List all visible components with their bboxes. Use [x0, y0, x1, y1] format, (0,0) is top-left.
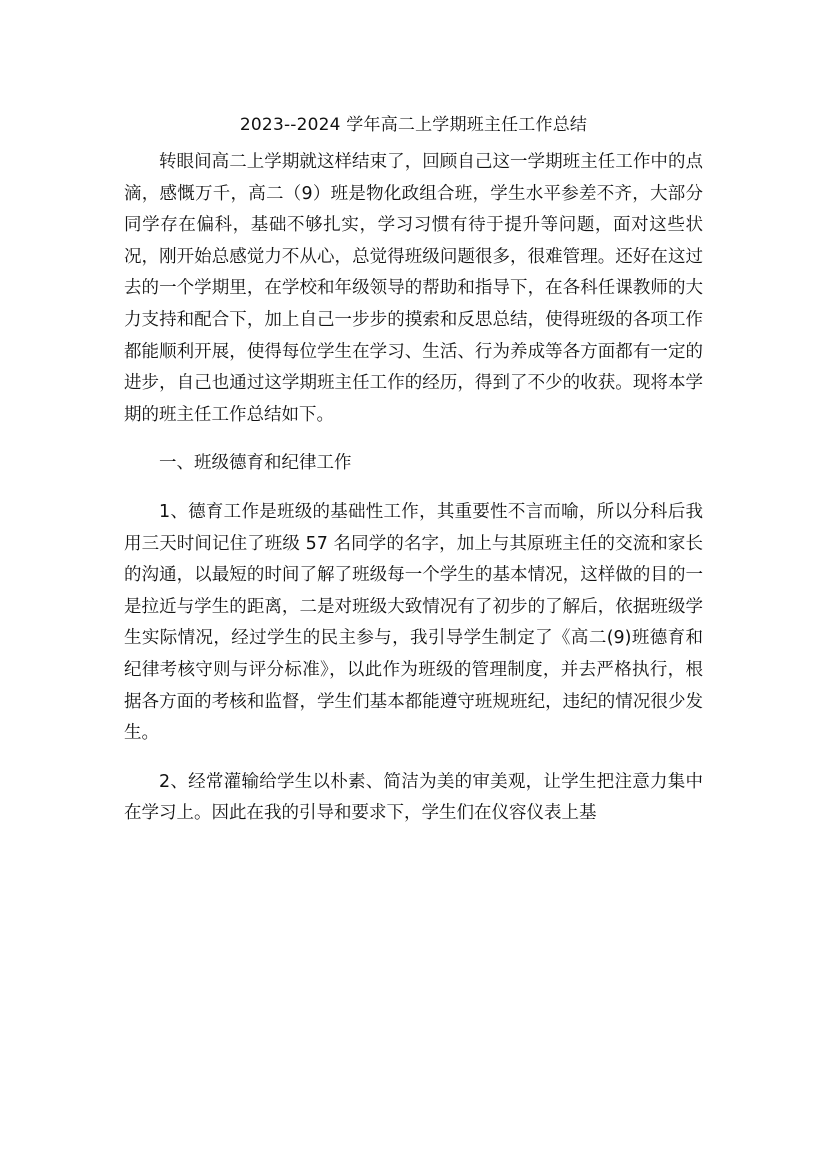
section1-paragraph-2: 2、经常灌输给学生以朴素、简洁为美的审美观，让学生把注意力集中在学习上。因此在我的引导和要求下，学生们在仪容仪表上基 [124, 771, 703, 824]
intro-paragraph: 转眼间高二上学期就这样结束了，回顾自己这一学期班主任工作中的点滴，感慨万千，高二（9）班是物化政组合班，学生水平参差不齐，大部分同学存在偏科，基础不够扎实，学习习惯有待于提升等问题，面对这些状况，刚开始总感觉力不从心，总觉得班级问题很多，很难管理。还好在这过去的一个学期里，在学校和年级领导的帮助和指导下，在各科任课教师的大力支持和配合下，加上自己一步步的摸索和反思总结，使得班级的各项工作都能顺利开展，使得每位学生在学习、生活、行为养成等各方面都有一定的进步，自己也通过这学期班主任工作的经历，得到了不少的收获。现将本学期的班主任工作总结如下。 [124, 152, 703, 425]
section1-paragraph-1: 1、德育工作是班级的基础性工作，其重要性不言而喻，所以分科后我用三天时间记住了班级 57 名同学的名字，加上与其原班主任的交流和家长的沟通，以最短的时间了解了班级每一个学生的基本情况，这样做的目的一是拉近与学生的距离，二是对班级大致情况有了初步的了解后，依据班级学生实际情况，经过学生的民主参与，我引导学生制定了《高二(9)班德育和纪律考核守则与评分标准》，以此作为班级的管理制度，并去严格执行，根据各方面的考核和监督，学生们基本都能遵守班规班纪，违纪的情况很少发生。 [124, 501, 703, 744]
document-title: 2023--2024 学年高二上学期班主任工作总结 [239, 115, 588, 135]
section-heading-1: 一、班级德育和纪律工作 [159, 453, 352, 474]
